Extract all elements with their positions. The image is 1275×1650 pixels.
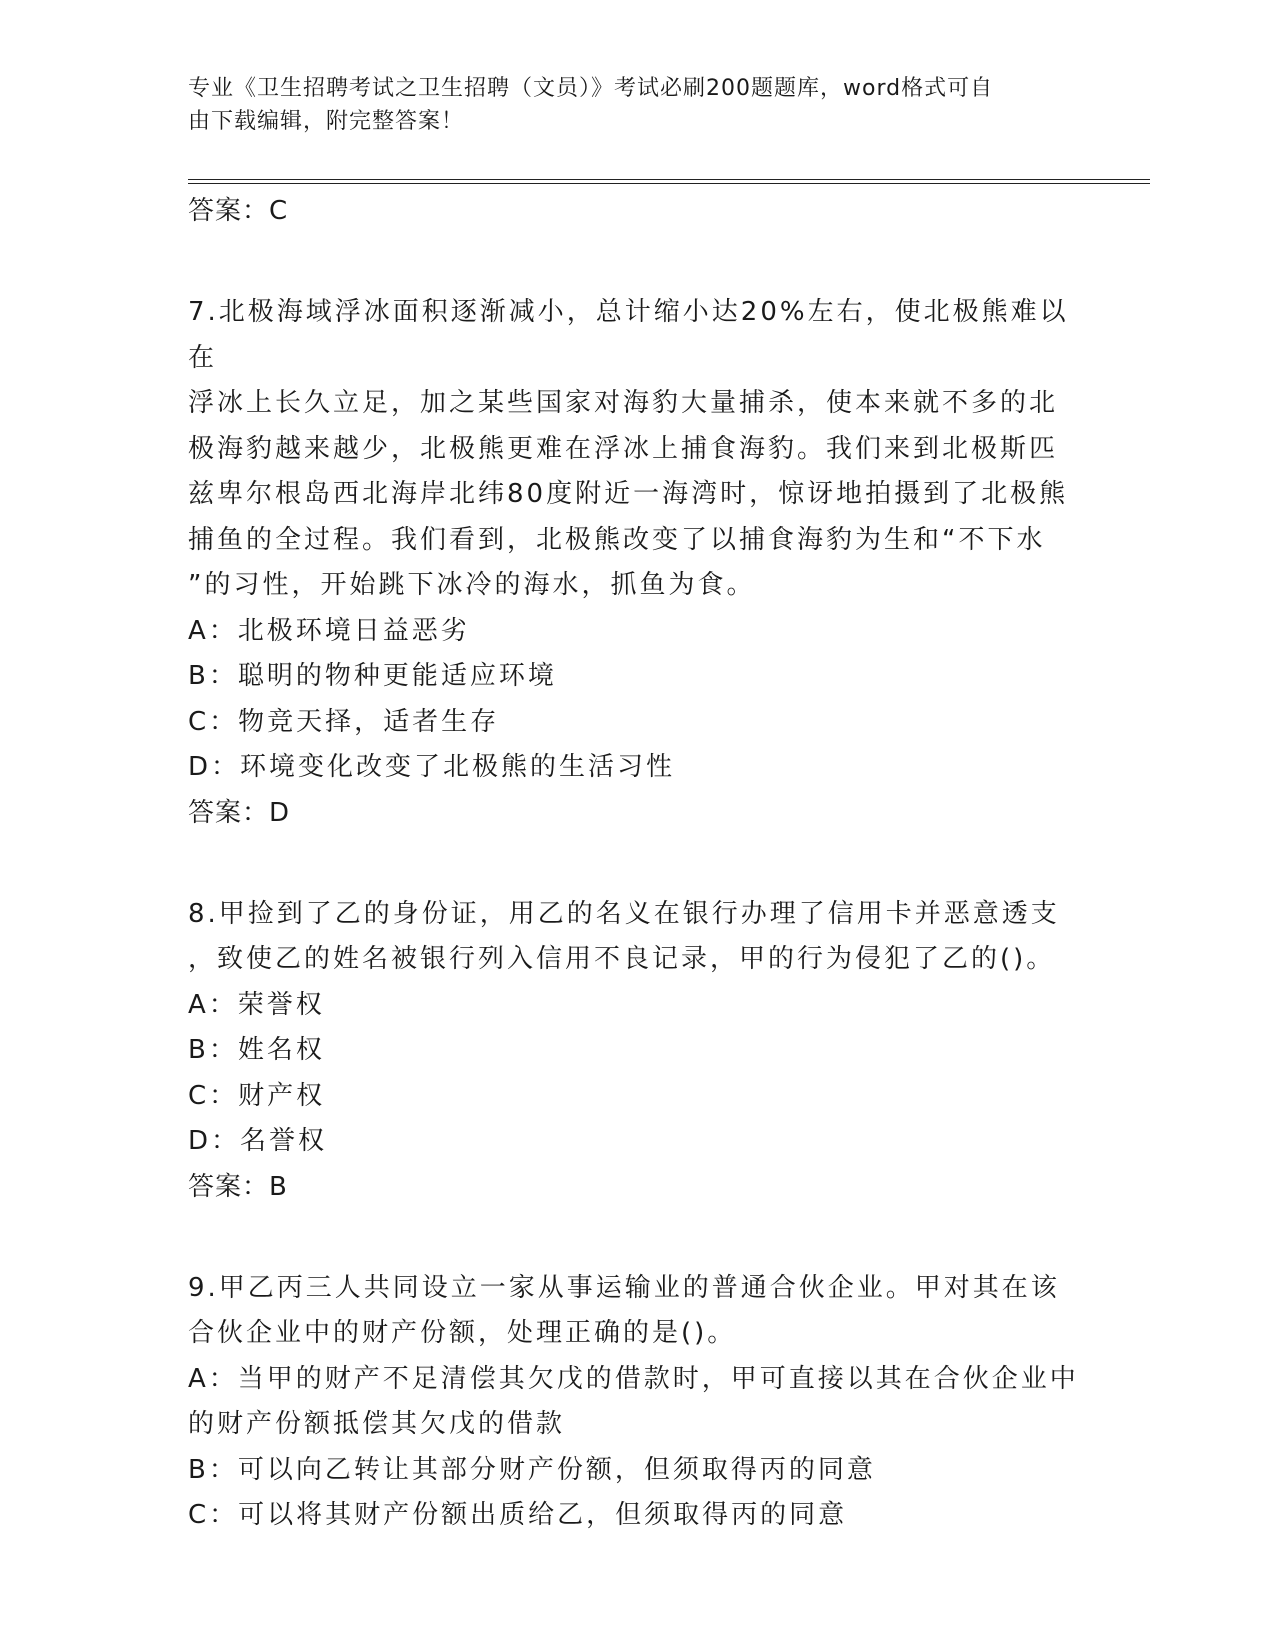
option-d: D：名誉权	[188, 1126, 328, 1156]
page-header	[188, 72, 1088, 138]
previous-answer: 答案：C	[188, 196, 289, 226]
header-rule-top	[188, 179, 1150, 180]
question-line: 7.北极海域浮冰面积逐渐减小，总计缩小达20%左右，使北极熊难以在	[188, 297, 1069, 373]
question-7	[188, 290, 1088, 835]
question-line: 浮冰上长久立足，加之某些国家对海豹大量捕杀，使本来就不多的北	[188, 388, 1059, 418]
question-line: 合伙企业中的财产份额，处理正确的是()。	[188, 1318, 737, 1348]
option-a: A：当甲的财产不足清偿其欠戊的借款时，甲可直接以其在合伙企业中	[188, 1363, 1079, 1394]
header-rule-bottom	[188, 183, 1150, 184]
question-line: ”的习性，开始跳下冰冷的海水，抓鱼为食。	[188, 570, 756, 600]
answer: 答案：B	[188, 1171, 288, 1202]
option-c: C：物竞天择，适者生存	[188, 706, 500, 737]
option-a: A：荣誉权	[188, 989, 325, 1020]
spacer	[188, 835, 1088, 892]
question-line: 9.甲乙丙三人共同设立一家从事运输业的普通合伙企业。甲对其在该	[188, 1272, 1060, 1303]
option-b: B：聪明的物种更能适应环境	[188, 661, 557, 691]
option-d: D：环境变化改变了北极熊的生活习性	[188, 752, 676, 782]
spacer	[188, 233, 1088, 290]
option-a-continued: 的财产份额抵偿其欠戊的借款	[188, 1409, 566, 1439]
header-line-1: 专业《卫生招聘考试之卫生招聘（文员）》考试必刷200题题库，word格式可自	[188, 76, 994, 101]
option-c: C：财产权	[188, 1080, 326, 1111]
option-a: A：北极环境日益恶劣	[188, 615, 470, 646]
question-line: 8.甲捡到了乙的身份证，用乙的名义在银行办理了信用卡并恶意透支	[188, 898, 1060, 929]
spacer	[188, 1209, 1088, 1266]
answer: 答案：D	[188, 797, 291, 828]
question-line: 极海豹越来越少，北极熊更难在浮冰上捕食海豹。我们来到北极斯匹	[188, 433, 1059, 464]
option-c: C：可以将其财产份额出质给乙，但须取得丙的同意	[188, 1500, 848, 1530]
header-line-2: 由下载编辑，附完整答案！	[188, 109, 465, 134]
question-8	[188, 892, 1088, 1209]
question-line: 捕鱼的全过程。我们看到，北极熊改变了以捕食海豹为生和“不下水	[188, 524, 1046, 555]
option-b: B：可以向乙转让其部分财产份额，但须取得丙的同意	[188, 1454, 876, 1485]
question-line: 兹卑尔根岛西北海岸北纬80度附近一海湾时，惊讶地拍摄到了北极熊	[188, 479, 1069, 509]
option-b: B：姓名权	[188, 1035, 325, 1065]
document-body	[188, 186, 1088, 1539]
question-line: ，致使乙的姓名被银行列入信用不良记录，甲的行为侵犯了乙的()。	[188, 944, 1056, 974]
question-9	[188, 1266, 1088, 1539]
